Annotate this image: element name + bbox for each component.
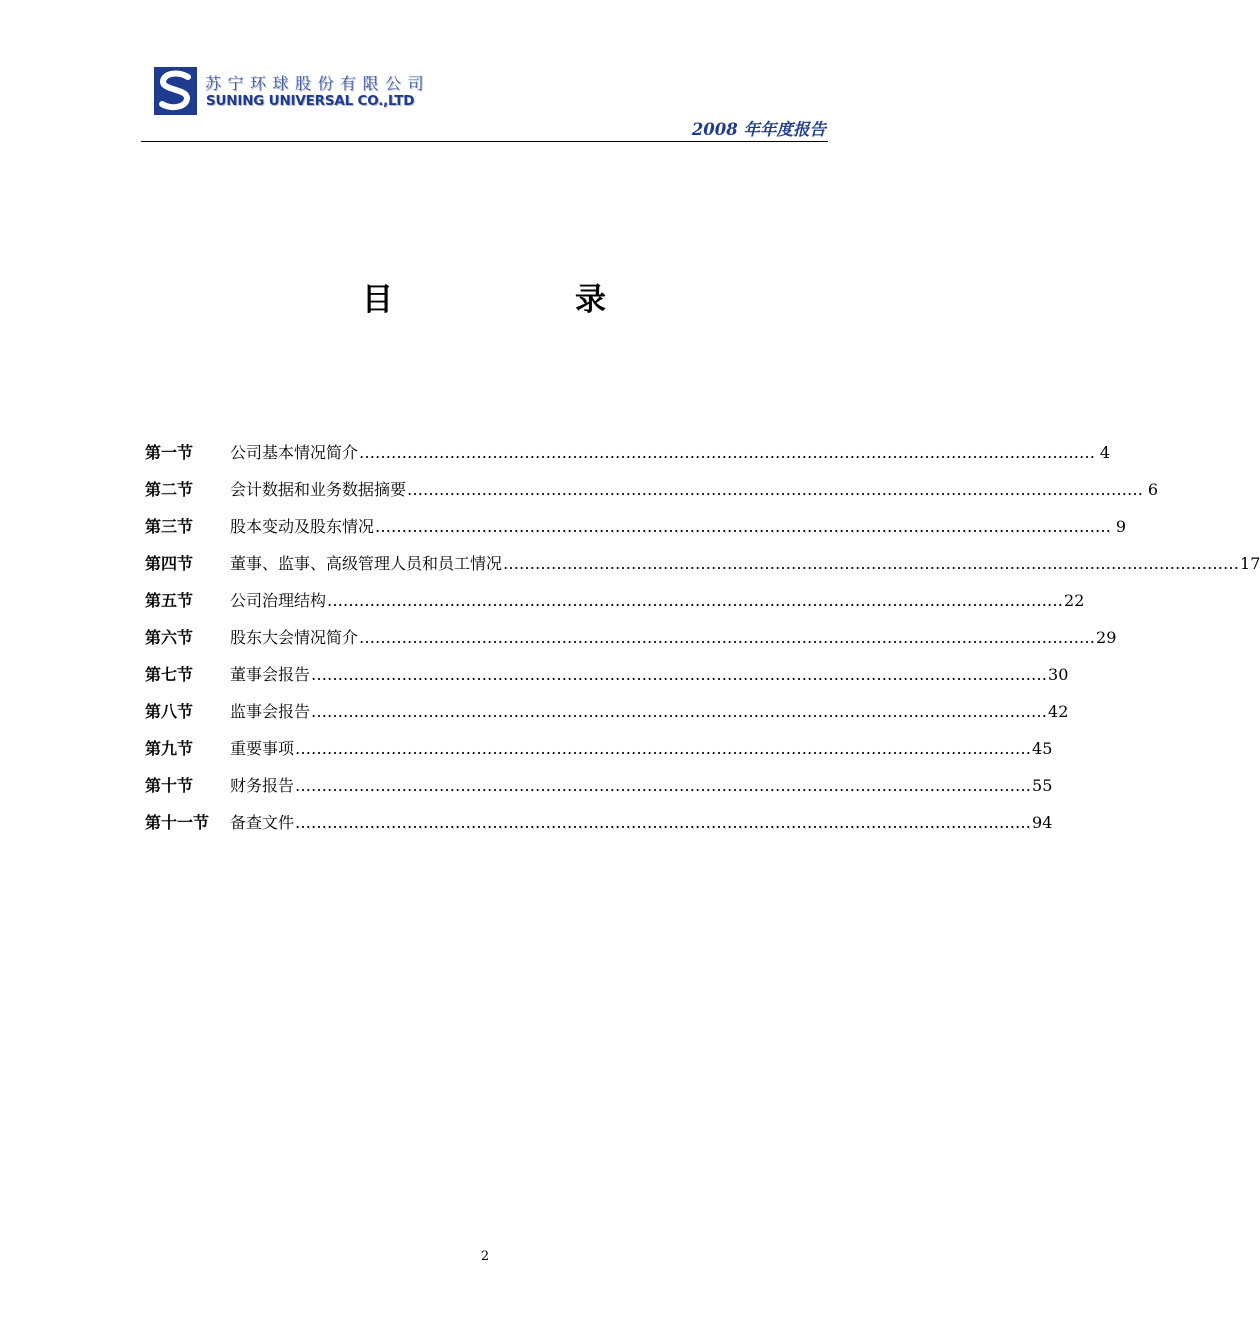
company-name-cn: 苏宁环球股份有限公司: [205, 74, 431, 93]
toc-entry[interactable]: [145, 773, 1053, 810]
toc-heading: [362, 274, 606, 319]
toc-section-label: 第十一节: [145, 813, 210, 832]
toc-dot-leader: …………………………………………………………………………………………………………………………: [407, 480, 1144, 499]
toc-entry-title: 会计数据和业务数据摘要: [230, 480, 407, 499]
toc-entry-title: 股东大会情况简介: [230, 628, 359, 647]
toc-section-label: 第十节: [145, 776, 194, 795]
toc-heading-right: 录: [575, 282, 606, 318]
toc-entry-title: 董事会报告: [230, 665, 311, 684]
toc-entry[interactable]: [145, 662, 1069, 699]
toc-entry-title: 重要事项: [230, 739, 295, 758]
toc-entry-title: 备查文件: [230, 813, 295, 832]
toc-entry-title: 股本变动及股东情况: [230, 517, 375, 536]
toc-dot-leader: …………………………………………………………………………………………………………………………: [327, 591, 1064, 610]
toc-section-label: 第九节: [145, 739, 194, 758]
toc-section-label: 第四节: [145, 554, 194, 573]
toc-dot-leader: …………………………………………………………………………………………………………………………: [503, 554, 1240, 573]
toc-entry-title: 公司基本情况简介: [230, 443, 359, 462]
toc-section-label: 第三节: [145, 517, 194, 536]
toc-page-number: 55: [1032, 776, 1053, 795]
toc-dot-leader: …………………………………………………………………………………………………………………………: [311, 665, 1048, 684]
toc-page-number: 4: [1099, 443, 1111, 462]
toc-entry[interactable]: [145, 440, 1111, 477]
toc-entry-title: 财务报告: [230, 776, 295, 795]
toc-dot-leader: …………………………………………………………………………………………………………………………: [311, 702, 1048, 721]
toc-entry[interactable]: [145, 514, 1127, 551]
toc-entry[interactable]: [145, 551, 1260, 588]
toc-section-label: 第五节: [145, 591, 194, 610]
company-logo-icon: [154, 67, 197, 115]
toc-page-number: 17: [1240, 554, 1260, 573]
toc-section-label: 第二节: [145, 480, 194, 499]
toc-page-number: 94: [1032, 813, 1053, 832]
toc-entry-title: 监事会报告: [230, 702, 311, 721]
toc-page-number: 29: [1096, 628, 1117, 647]
toc-entry[interactable]: [145, 625, 1117, 662]
toc-entry[interactable]: [145, 736, 1053, 773]
report-title: 2008 年年度报告: [691, 120, 826, 139]
toc-page-number: 9: [1115, 517, 1127, 536]
toc-section-label: 第一节: [145, 443, 194, 462]
toc-page-number: 30: [1048, 665, 1069, 684]
toc-section-label: 第八节: [145, 702, 194, 721]
toc-entry-title: 董事、监事、高级管理人员和员工情况: [230, 554, 503, 573]
toc-page-number: 45: [1032, 739, 1053, 758]
toc-entry[interactable]: [145, 588, 1085, 625]
toc-entry[interactable]: [145, 477, 1159, 514]
toc-entry[interactable]: [145, 699, 1069, 736]
toc-page-number: 42: [1048, 702, 1069, 721]
toc-dot-leader: …………………………………………………………………………………………………………………………: [295, 776, 1032, 795]
toc-heading-left: 目: [362, 282, 393, 318]
toc-dot-leader: …………………………………………………………………………………………………………………………: [295, 739, 1032, 758]
toc-page-number: 6: [1147, 480, 1159, 499]
toc-entry[interactable]: [145, 810, 1053, 847]
toc-dot-leader: …………………………………………………………………………………………………………………………: [359, 443, 1096, 462]
toc-page-number: 22: [1064, 591, 1085, 610]
company-name-en: SUNING UNIVERSAL CO.,LTD: [206, 93, 415, 109]
toc-dot-leader: …………………………………………………………………………………………………………………………: [295, 813, 1032, 832]
toc-section-label: 第七节: [145, 665, 194, 684]
toc-section-label: 第六节: [145, 628, 194, 647]
table-of-contents: [145, 440, 1260, 847]
header-divider: [141, 141, 828, 142]
toc-dot-leader: …………………………………………………………………………………………………………………………: [359, 628, 1096, 647]
toc-dot-leader: …………………………………………………………………………………………………………………………: [375, 517, 1112, 536]
toc-entry-title: 公司治理结构: [230, 591, 327, 610]
page-number: 2: [480, 1249, 490, 1264]
